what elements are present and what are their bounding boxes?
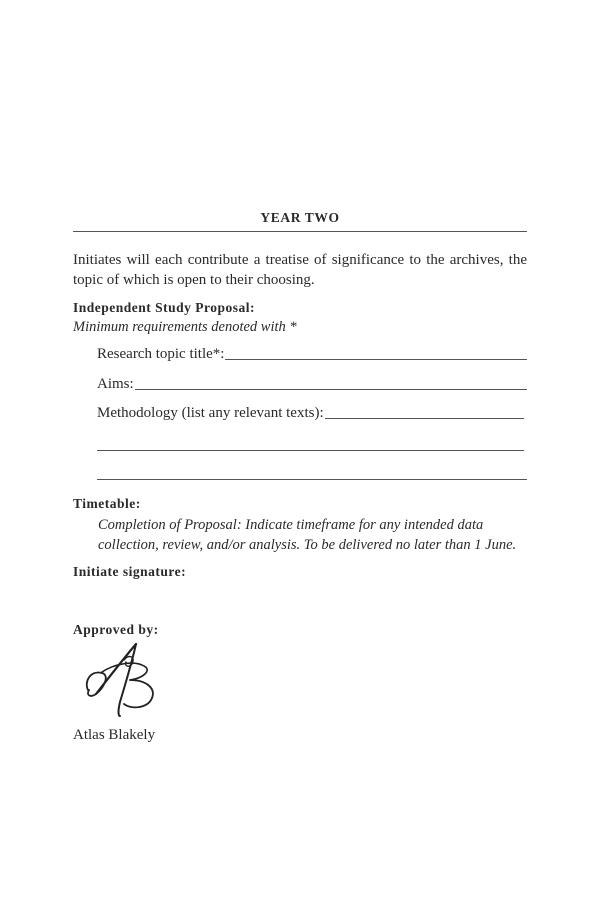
page-heading: YEAR TWO [260, 210, 340, 225]
research-topic-field[interactable] [97, 346, 527, 363]
aims-blank[interactable] [135, 389, 527, 390]
aims-field[interactable] [97, 376, 527, 393]
timetable-label: Timetable: [73, 496, 141, 511]
approver-name: Atlas Blakely [73, 727, 156, 743]
methodology-blank-line-2[interactable] [97, 450, 524, 451]
timetable-line-1: Completion of Proposal: Indicate timeframe for any intended data [98, 517, 484, 533]
approved-by-label: Approved by: [73, 622, 159, 637]
intro-line-2: topic of which is open to their choosing. [73, 272, 315, 288]
timetable-line-2: collection, review, and/or analysis. To be delivered no later than 1 June. [98, 537, 517, 553]
methodology-label: Methodology (list any relevant texts): [97, 405, 324, 421]
intro-paragraph [73, 250, 527, 290]
aims-label: Aims: [97, 376, 134, 392]
methodology-field[interactable] [97, 405, 524, 422]
methodology-blank-line-3[interactable] [97, 479, 527, 480]
proposal-label: Independent Study Proposal: [73, 300, 256, 315]
handwritten-signature [80, 640, 160, 720]
research-topic-label: Research topic title*: [97, 346, 225, 362]
research-topic-blank[interactable] [225, 359, 527, 360]
intro-line-1: Initiates will each contribute a treatise of significance to the archives, the [73, 252, 527, 268]
initiate-signature-label: Initiate signature: [73, 564, 187, 579]
requirements-note: Minimum requirements denoted with * [73, 319, 297, 335]
heading-divider [73, 231, 527, 232]
methodology-blank[interactable] [325, 418, 524, 419]
timetable-instructions [98, 515, 518, 555]
